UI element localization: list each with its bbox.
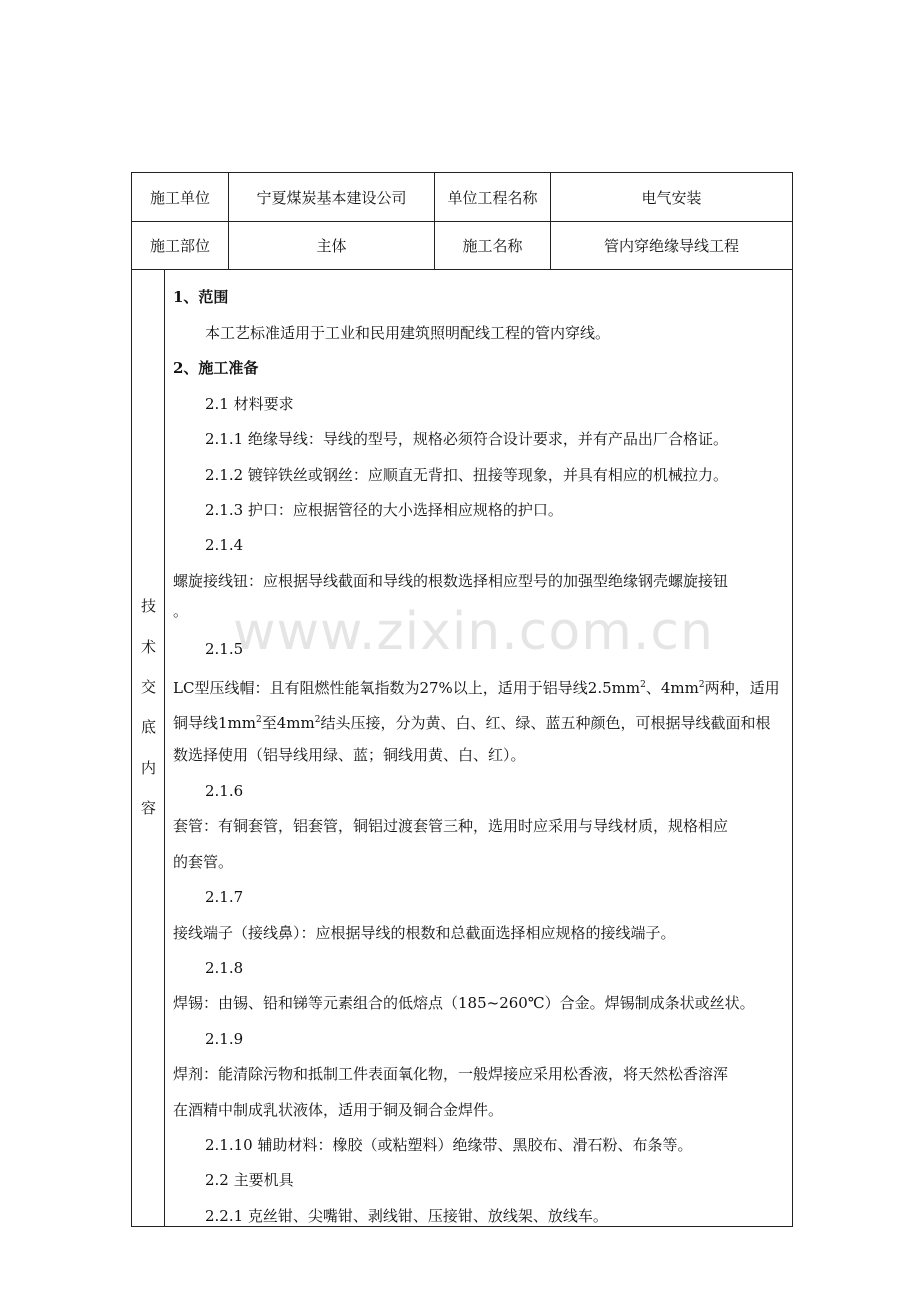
paragraph — [173, 675, 780, 698]
label-construction-unit: 施工单位 — [132, 173, 229, 221]
item-number: 2.1.8 — [205, 959, 244, 977]
paragraph: 2.1.10 辅助材料：橡胶（或粘塑料）绝缘带、黑胶布、滑石粉、布条等。 — [205, 1136, 693, 1154]
value-construction-part: 主体 — [229, 222, 435, 269]
paragraph: 本工艺标准适用于工业和民用建筑照明配线工程的管内穿线。 — [205, 324, 611, 342]
paragraph — [173, 710, 770, 733]
side-char: 容 — [140, 799, 156, 817]
side-char: 交 — [140, 678, 156, 696]
paragraph: 螺旋接线钮：应根据导线截面和导线的根数选择相应型号的加强型绝缘钢壳螺旋接钮 — [173, 572, 729, 590]
side-char: 底 — [140, 718, 156, 736]
header-row-1 — [132, 173, 792, 222]
paragraph: 焊剂：能清除污物和抵制工件表面氧化物，一般焊接应采用松香液，将天然松香溶浑 — [173, 1065, 729, 1083]
text-run: 至4mm — [261, 714, 315, 732]
text-run: LC型压线帽：且有阻燃性能氧指数为27%以上，适用于铝导线2.5mm — [173, 679, 641, 697]
value-unit-project-name: 电气安装 — [641, 188, 702, 207]
section-heading: 1、范围 — [173, 288, 229, 306]
paragraph: 2.1.1 绝缘导线：导线的型号，规格必须符合设计要求，并有产品出厂合格证。 — [205, 430, 728, 448]
paragraph: 的套管。 — [173, 853, 234, 871]
label-construction-name: 施工名称 — [435, 222, 551, 269]
side-char: 技 — [140, 597, 156, 615]
text-run: 结头压接，分为黄、白、红、绿、蓝五种颜色，可根据导线截面和根 — [320, 714, 771, 732]
label-construction-part: 施工部位 — [132, 222, 229, 269]
superscript: 2 — [640, 680, 646, 690]
paragraph: 2.1.3 护口：应根据管径的大小选择相应规格的护口。 — [205, 501, 563, 519]
side-label-column — [132, 270, 165, 1226]
text-run: 、4mm — [645, 679, 699, 697]
superscript: 2 — [698, 680, 705, 690]
item-number: 2.1.7 — [205, 888, 244, 906]
paragraph: 2.2.1 克丝钳、尖嘴钳、剥线钳、压接钳、放线架、放线车。 — [205, 1207, 608, 1225]
paragraph: 。 — [173, 602, 189, 620]
disclosure-table — [131, 172, 793, 1227]
value-construction-unit: 宁夏煤炭基本建设公司 — [229, 173, 435, 221]
label-unit-project-name: 单位工程名称 — [435, 173, 551, 221]
superscript: 2 — [256, 715, 262, 725]
text-run: 铜导线1mm — [173, 714, 256, 732]
item-number: 2.1.4 — [205, 536, 244, 554]
superscript: 2 — [314, 715, 321, 725]
paragraph: 数选择使用（铝导线用绿、蓝；铜线用黄、白、红）。 — [173, 746, 526, 764]
subsection-heading: 2.1 材料要求 — [205, 395, 294, 413]
header-row-2 — [132, 222, 792, 270]
value-construction-name: 管内穿绝缘导线工程 — [603, 237, 739, 255]
watermark: www.zixin.com.cn — [233, 602, 714, 662]
item-number: 2.1.9 — [205, 1030, 244, 1048]
side-char: 内 — [140, 759, 156, 777]
item-number: 2.1.6 — [205, 782, 244, 800]
paragraph: 套管：有铜套管，铝套管，铜铝过渡套管三种，选用时应采用与导线材质，规格相应 — [173, 817, 729, 835]
paragraph: 接线端子（接线鼻）：应根据导线的根数和总截面选择相应规格的接线端子。 — [173, 924, 676, 942]
subsection-heading: 2.2 主要机具 — [205, 1171, 294, 1189]
text-run: 两种，适用 — [704, 679, 780, 697]
paragraph: 在酒精中制成乳状液体，适用于铜及铜合金焊件。 — [173, 1101, 504, 1119]
side-char: 术 — [140, 638, 156, 656]
paragraph: 2.1.2 镀锌铁丝或钢丝：应顺直无背扣、扭接等现象，并具有相应的机械拉力。 — [205, 466, 728, 484]
item-number: 2.1.5 — [205, 640, 244, 658]
section-heading: 2、施工准备 — [173, 359, 259, 377]
paragraph: 焊锡：由锡、铅和锑等元素组合的低熔点（185~260℃）合金。焊锡制成条状或丝状。 — [173, 994, 755, 1012]
